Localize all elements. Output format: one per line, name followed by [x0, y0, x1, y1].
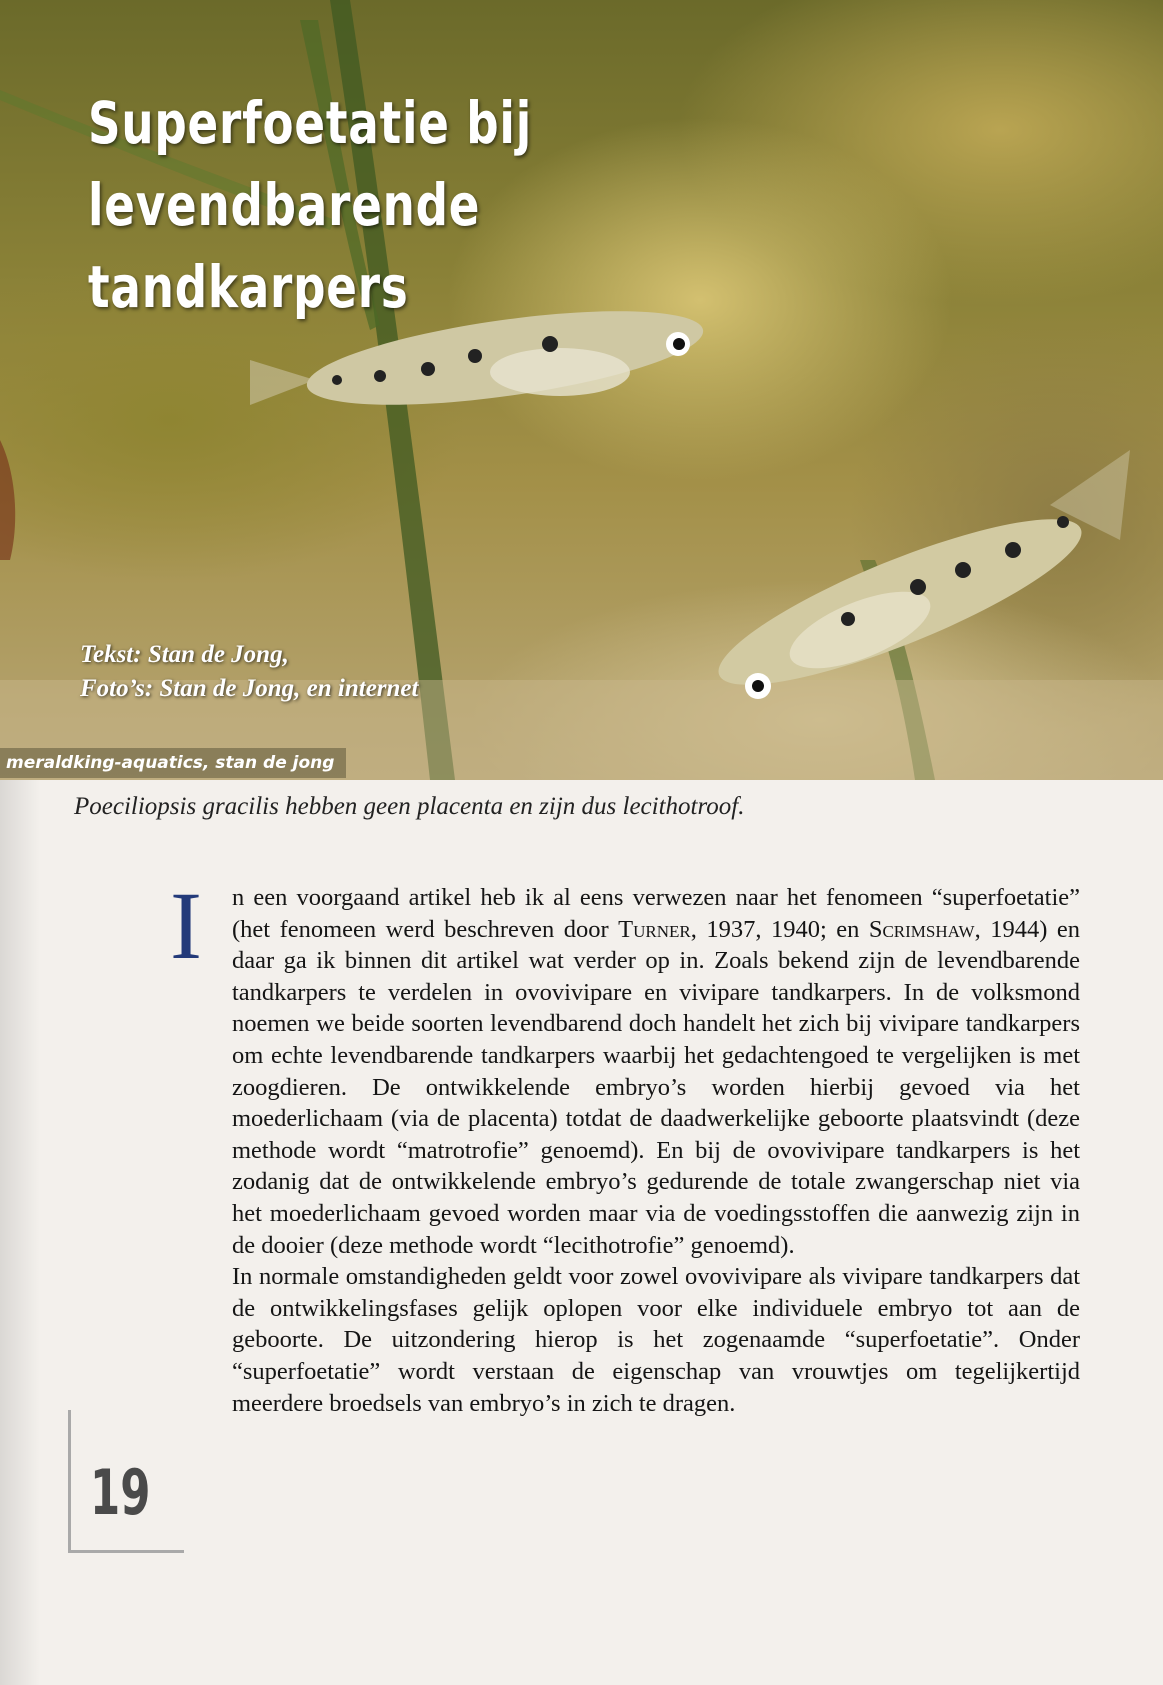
paragraph-text: n een voorgaand artikel heb ik al eens verwezen naar het fenomeen “superfoetatie” (het fenomeen werd beschreven door: [232, 884, 1080, 943]
article-title-line: Superfoetatie bij levendbarende: [88, 89, 532, 239]
author-citation: Scrimshaw: [868, 915, 975, 943]
text-credit: Tekst: Stan de Jong,: [80, 641, 289, 668]
article-body: [170, 872, 1080, 1419]
article-paragraph: [170, 872, 1080, 1261]
red-plant: [0, 440, 15, 560]
paragraph-text: , 1937, 1940; en: [690, 915, 869, 943]
article-credits: [80, 638, 580, 706]
article-paragraph: In normale omstandigheden geldt voor zowel ovovivipare als vivipare tandkarpers dat de ontwikkelingsfases gelijk oplopen voor elke individuele embryo tot aan de geboorte. De uitzondering hierop is het zogenaamde “superfoetatie”. Onder “superfoetatie” wordt verstaan de eigenschap van vrouwtjes om tegelijkertijd meerdere broedsels van embryo’s in zich te dragen.: [232, 1263, 1080, 1417]
page-number: 19: [90, 1456, 151, 1529]
author-citation: Turner: [618, 915, 691, 943]
paragraph-text: , 1944) en daar ga ik binnen dit artikel wat verder op in. Zoals bekend zijn de levendbarende tandkarpers te verdelen in ovovivipare en vivipare tandkarpers. In de volksmond noemen we beide soorten levendbarend doch handelt het zich bij vivipare tandkarpers om echte levendbarende tandkarpers waarbij het gedachtengoed te vergelijken is met zoogdieren. De ontwikkelende embryo’s worden hierbij gevoed via het moederlichaam (via de placenta) totdat de daadwerkelijke geboorte plaatsvindt (deze methode wordt “matrotrofie” genoemd). En bij de ovovivipare tandkarpers is het zodanig dat de ontwikkelende embryo’s gedurende de totale zwangerschap niet via het moederlichaam gevoed worden maar via de voedingsstoffen die aanwezig zijn in de dooier (deze methode wordt “lecithotrofie” genoemd).: [232, 915, 1080, 1259]
photo-credit: Foto’s: Stan de Jong, en internet: [80, 675, 419, 702]
photo-caption: Poeciliopsis gracilis hebben geen placenta en zijn dus lecithotroof.: [74, 793, 745, 820]
page-number-rule: [68, 1410, 71, 1550]
article-title-line: tandkarpers: [88, 253, 409, 321]
page-gutter-shadow: [0, 780, 40, 1685]
header-photo: [0, 0, 1163, 780]
drop-cap: I: [170, 872, 202, 979]
page-number-rule: [68, 1550, 184, 1553]
article-title: [88, 82, 806, 328]
photo-watermark: meraldking-aquatics, stan de jong: [0, 748, 346, 778]
fish-lower: [703, 450, 1130, 714]
